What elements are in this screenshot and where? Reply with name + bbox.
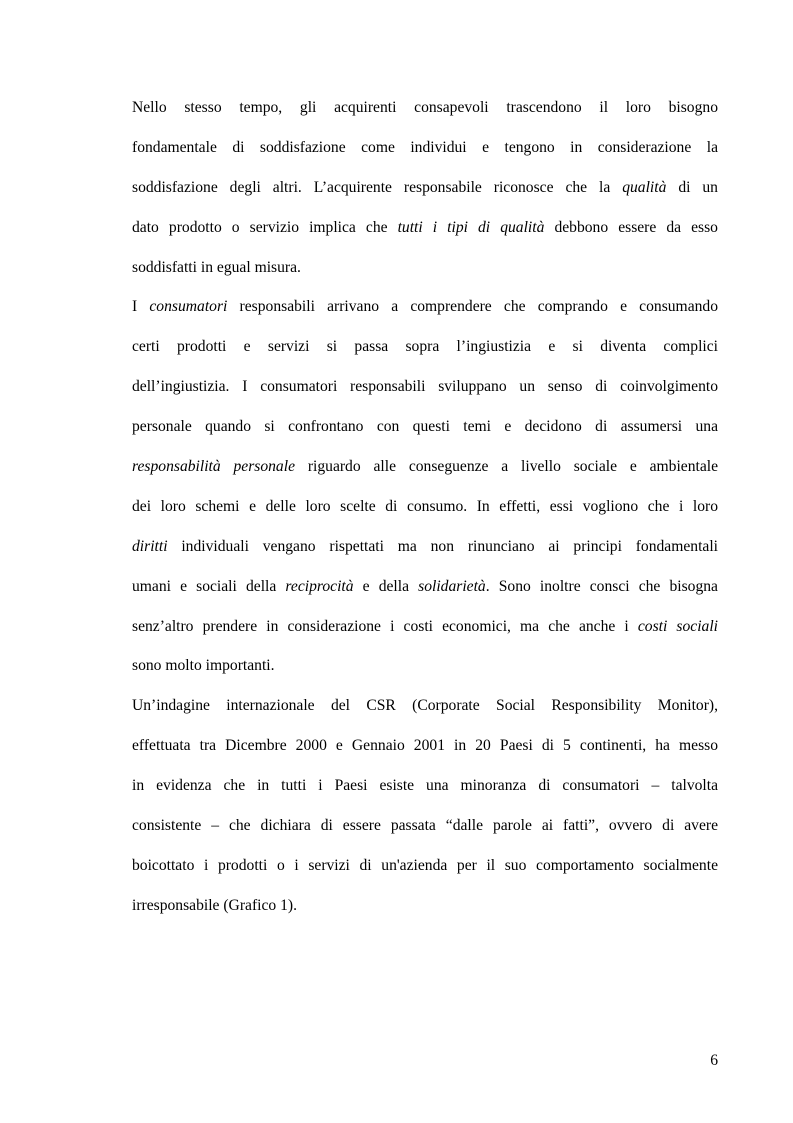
italic-run: tutti i tipi di qualità <box>397 218 545 236</box>
body-text <box>132 88 718 926</box>
text-run: responsabili arrivano a comprendere che comprando e consumando <box>227 298 719 316</box>
paragraph-3 <box>132 686 718 925</box>
text-run: soddisfazione degli altri. L’acquirente responsabile riconosce che la <box>132 178 623 196</box>
italic-run: reciprocità <box>285 577 354 595</box>
text-run: certi prodotti e servizi si passa sopra l’ingiustizia e si diventa complici <box>132 338 718 356</box>
text-run: effettuata tra Dicembre 2000 e Gennaio 2001 in 20 Paesi di 5 continenti, ha messo <box>132 737 718 755</box>
text-line <box>132 88 718 128</box>
text-line <box>132 806 718 846</box>
text-line <box>132 607 718 647</box>
text-run: Un’indagine internazionale del CSR (Corporate Social Responsibility Monitor), <box>132 697 718 715</box>
text-line <box>132 686 718 726</box>
text-line <box>132 168 718 208</box>
text-line <box>132 287 718 327</box>
italic-run: diritti <box>132 537 168 555</box>
text-run: Nello stesso tempo, gli acquirenti consapevoli trascendono il loro bisogno <box>132 99 718 116</box>
text-run: e della <box>353 577 419 595</box>
text-run: boicottato i prodotti o i servizi di un'azienda per il suo comportamento socialmente <box>132 856 718 874</box>
text-run: soddisfatti in egual misura. <box>132 258 301 276</box>
text-line <box>132 367 718 407</box>
text-line <box>132 447 718 487</box>
text-line <box>132 766 718 806</box>
text-line <box>132 886 718 926</box>
page-number: 6 <box>710 1052 718 1069</box>
text-line <box>132 646 718 686</box>
text-run: in evidenza che in tutti i Paesi esiste una minoranza di consumatori – talvolta <box>132 777 718 795</box>
text-line <box>132 846 718 886</box>
text-line <box>132 527 718 567</box>
text-line <box>132 726 718 766</box>
italic-run: consumatori <box>149 298 228 316</box>
text-line <box>132 327 718 367</box>
text-run: consistente – che dichiara di essere passata “dalle parole ai fatti”, ovvero di avere <box>132 817 718 835</box>
text-line <box>132 128 718 168</box>
text-run: dato prodotto o servizio implica che <box>132 218 398 236</box>
text-run: sono molto importanti. <box>132 657 275 675</box>
italic-run: responsabilità personale <box>132 458 295 476</box>
text-run: fondamentale di soddisfazione come individui e tengono in considerazione la <box>132 138 718 156</box>
text-run: riguardo alle conseguenze a livello sociale e ambientale <box>295 458 718 476</box>
text-line <box>132 248 718 288</box>
text-run: irresponsabile (Grafico 1). <box>132 896 297 914</box>
text-run: individuali vengano rispettati ma non rinunciano ai principi fondamentali <box>167 537 718 555</box>
text-run: dell’ingiustizia. I consumatori responsabili sviluppano un senso di coinvolgimento <box>132 378 718 396</box>
text-line <box>132 407 718 447</box>
paragraph-2 <box>132 287 718 686</box>
italic-run: costi sociali <box>637 617 718 635</box>
text-run: umani e sociali della <box>132 577 286 595</box>
text-line <box>132 487 718 527</box>
text-run: I <box>132 298 150 316</box>
italic-run: qualità <box>622 178 667 196</box>
paragraph-1 <box>132 88 718 287</box>
text-run: dei loro schemi e delle loro scelte di consumo. In effetti, essi vogliono che i loro <box>132 497 718 515</box>
text-run: debbono essere da esso <box>544 218 718 236</box>
text-run: senz’altro prendere in considerazione i costi economici, ma che anche i <box>132 617 638 635</box>
italic-run: solidarietà <box>418 577 486 595</box>
text-run: di un <box>666 178 718 196</box>
text-line <box>132 208 718 248</box>
text-line <box>132 567 718 607</box>
text-run: . Sono inoltre consci che bisogna <box>485 577 718 595</box>
text-run: personale quando si confrontano con questi temi e decidono di assumersi una <box>132 418 718 436</box>
